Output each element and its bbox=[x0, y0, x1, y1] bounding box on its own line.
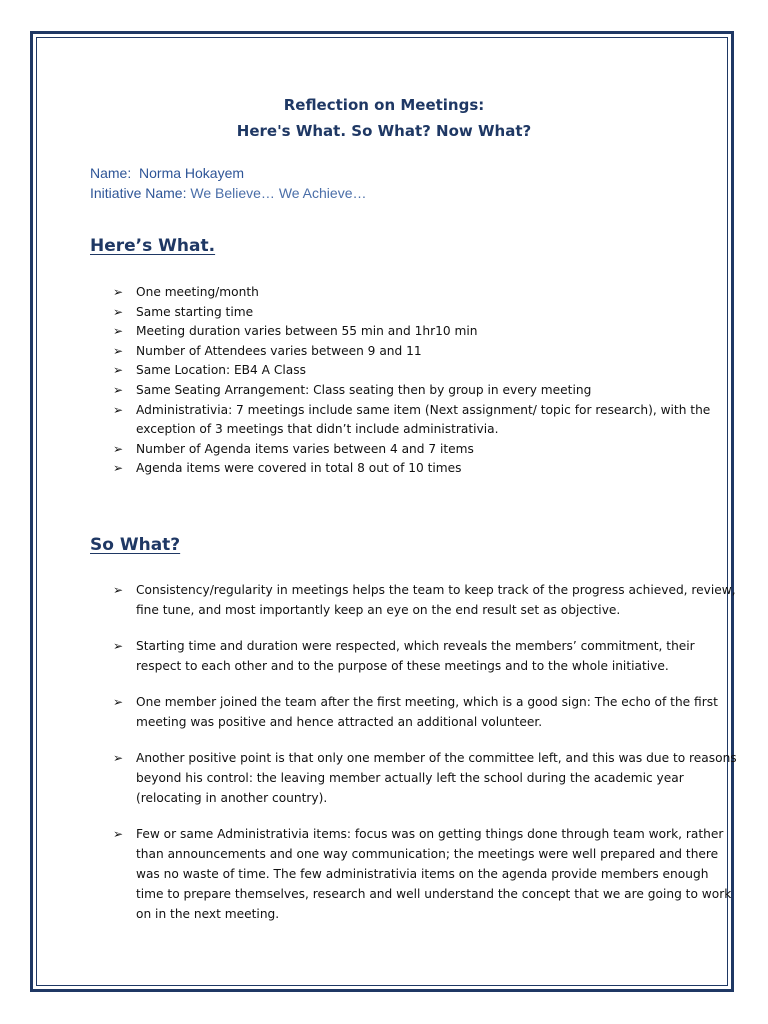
list-item: ➢ Meeting duration varies between 55 min and 1hr10 min bbox=[0, 322, 768, 342]
list-item: ➢ Same starting time bbox=[0, 303, 768, 323]
so-what-heading: So What? bbox=[90, 535, 181, 555]
name-row bbox=[90, 163, 367, 183]
name-value: Norma Hokayem bbox=[139, 165, 245, 181]
so-what-list bbox=[0, 580, 768, 924]
arrow-bullet-icon: ➢ bbox=[113, 402, 124, 417]
arrow-bullet-icon: ➢ bbox=[113, 827, 124, 841]
list-item: ➢ Agenda items were covered in total 8 out of 10 times bbox=[0, 459, 768, 479]
list-item: ➢ Another positive point is that only one member of the committee left, and this was due to reasons beyond his control: the leaving member actually left the school during the academic year (relocating in another country). bbox=[0, 748, 768, 808]
arrow-bullet-icon: ➢ bbox=[113, 324, 124, 339]
list-item: ➢ One meeting/month bbox=[0, 283, 768, 303]
list-item: ➢ Same Seating Arrangement: Class seating then by group in every meeting bbox=[0, 381, 768, 401]
arrow-bullet-icon: ➢ bbox=[113, 583, 124, 597]
initiative-value: We Believe… We Achieve… bbox=[190, 185, 367, 201]
heres-what-list bbox=[0, 283, 768, 479]
list-item: ➢ Same Location: EB4 A Class bbox=[0, 361, 768, 381]
list-item: ➢ One member joined the team after the first meeting, which is a good sign: The echo of the first meeting was positive and hence attracted an additional volunteer. bbox=[0, 692, 768, 732]
title-line-2: Here's What. So What? Now What? bbox=[236, 122, 532, 140]
arrow-bullet-icon: ➢ bbox=[113, 461, 124, 476]
initiative-row bbox=[90, 183, 367, 203]
arrow-bullet-icon: ➢ bbox=[113, 695, 124, 709]
arrow-bullet-icon: ➢ bbox=[113, 285, 124, 299]
arrow-bullet-icon: ➢ bbox=[113, 382, 124, 397]
list-item: ➢ Starting time and duration were respected, which reveals the members’ commitment, their respect to each other and to the purpose of these meetings and to the whole initiative. bbox=[0, 636, 768, 676]
arrow-bullet-icon: ➢ bbox=[113, 363, 124, 378]
list-item: ➢ Administrativia: 7 meetings include same item (Next assignment/ topic for research), with the exception of 3 meetings that didn’t include administrativia. bbox=[113, 402, 711, 437]
arrow-bullet-icon: ➢ bbox=[113, 343, 124, 358]
arrow-bullet-icon: ➢ bbox=[113, 441, 124, 456]
heres-what-heading: Here’s What. bbox=[90, 236, 216, 256]
name-label: Name: bbox=[90, 165, 132, 181]
arrow-bullet-icon: ➢ bbox=[113, 751, 124, 765]
list-item: ➢ Number of Agenda items varies between 4 and 7 items bbox=[0, 440, 768, 460]
initiative-label: Initiative Name: bbox=[90, 185, 187, 201]
list-item: ➢ Number of Attendees varies between 9 and 11 bbox=[0, 342, 768, 362]
list-item: ➢ Consistency/regularity in meetings helps the team to keep track of the progress achieved, review, fine tune, and most importantly keep an eye on the end result set as objective. bbox=[0, 580, 768, 620]
title-line-1: Reflection on Meetings: bbox=[283, 96, 485, 114]
arrow-bullet-icon: ➢ bbox=[113, 304, 124, 319]
author-info bbox=[90, 163, 367, 203]
document-title bbox=[0, 92, 768, 144]
arrow-bullet-icon: ➢ bbox=[113, 639, 124, 653]
list-item: ➢ Few or same Administrativia items: focus was on getting things done through team work, rather than announcements and one way communication; the meetings were well prepared and there was no waste of time. The few administrativia items on the agenda provide members enough time to prepare themselves, research and well understand the concept that we are going to work on in the next meeting. bbox=[0, 824, 768, 924]
